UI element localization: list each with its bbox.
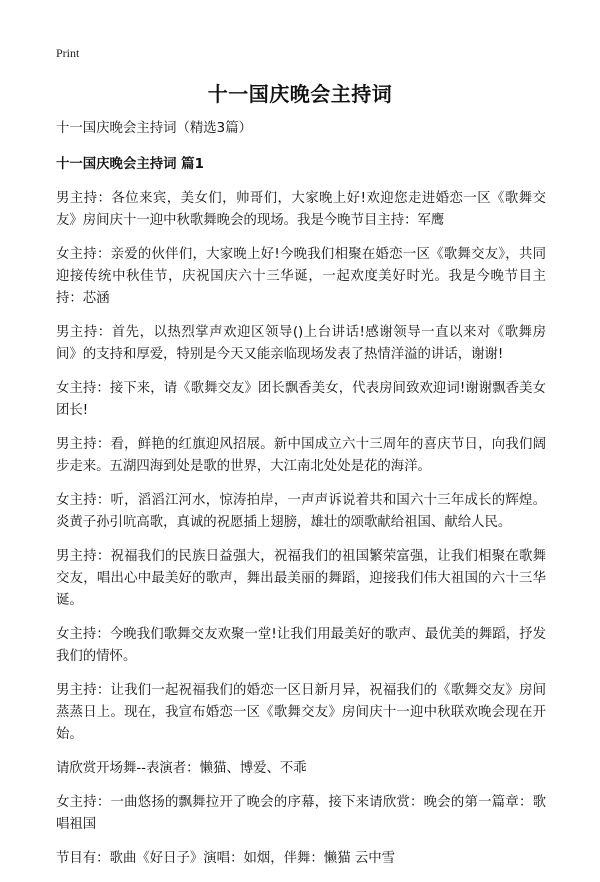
- paragraph: 节目有：歌曲《好日子》演唱：如烟，伴舞：懒猫 云中雪: [56, 851, 396, 866]
- print-link[interactable]: Print: [56, 46, 80, 60]
- paragraph: 男主持：让我们一起祝福我们的婚恋一区日新月异，祝福我们的《歌舞交友》房间蒸蒸日上。现在，我宣布婚恋一区《歌舞交友》房间庆十一迎中秋联欢晚会现在开始。: [56, 683, 546, 742]
- paragraph: 请欣赏开场舞--表演者：懒猫、博爱、不乖: [56, 761, 307, 776]
- paragraph: 女主持：接下来，请《歌舞交友》团长飘香美女，代表房间致欢迎词!谢谢飘香美女团长!: [56, 381, 546, 418]
- paragraph: 男主持：看，鲜艳的红旗迎风招展。新中国成立六十三周年的喜庆节日，向我们阔步走来。五湖四海到处是歌的世界，大江南北处处是花的海洋。: [56, 437, 546, 474]
- paragraph: 女主持：一曲悠扬的飘舞拉开了晚会的序幕，接下来请欣赏：晚会的第一篇章：歌唱祖国: [56, 795, 546, 832]
- paragraph: 女主持：今晚我们歌舞交友欢聚一堂!让我们用最美好的歌声、最优美的舞蹈，抒发我们的情怀。: [56, 627, 546, 664]
- page-title: 十一国庆晚会主持词: [207, 82, 393, 106]
- document-body: [56, 118, 546, 882]
- paragraph: 女主持：听，滔滔江河水，惊涛拍岸，一声声诉说着共和国六十三年成长的辉煌。炎黄子孙引吭高歌，真诚的祝愿插上翅膀，雄壮的颂歌献给祖国、献给人民。: [56, 493, 546, 530]
- document-subtitle: 十一国庆晚会主持词（精选3篇）: [56, 121, 252, 136]
- paragraph: 男主持：各位来宾，美女们，帅哥们，大家晚上好!欢迎您走进婚恋一区《歌舞交友》房间庆十一迎中秋歌舞晚会的现场。我是今晚节目主持：军鹰: [56, 191, 546, 228]
- section-heading: 十一国庆晚会主持词 篇1: [56, 157, 204, 172]
- paragraph: 男主持：祝福我们的民族日益强大，祝福我们的祖国繁荣富强，让我们相聚在歌舞交友，唱出心中最美好的歌声，舞出最美丽的舞蹈，迎接我们伟大祖国的六十三华诞。: [56, 549, 546, 608]
- paragraph: 男主持：首先，以热烈掌声欢迎区领导()上台讲话!感谢领导一直以来对《歌舞房间》的支持和厚爱，特别是今天又能亲临现场发表了热情洋溢的讲话，谢谢!: [56, 325, 546, 362]
- paragraph: 女主持：亲爱的伙伴们，大家晚上好!今晚我们相聚在婚恋一区《歌舞交友》，共同迎接传统中秋佳节，庆祝国庆六十三华诞，一起欢度美好时光。我是今晚节目主持：芯涵: [56, 247, 546, 306]
